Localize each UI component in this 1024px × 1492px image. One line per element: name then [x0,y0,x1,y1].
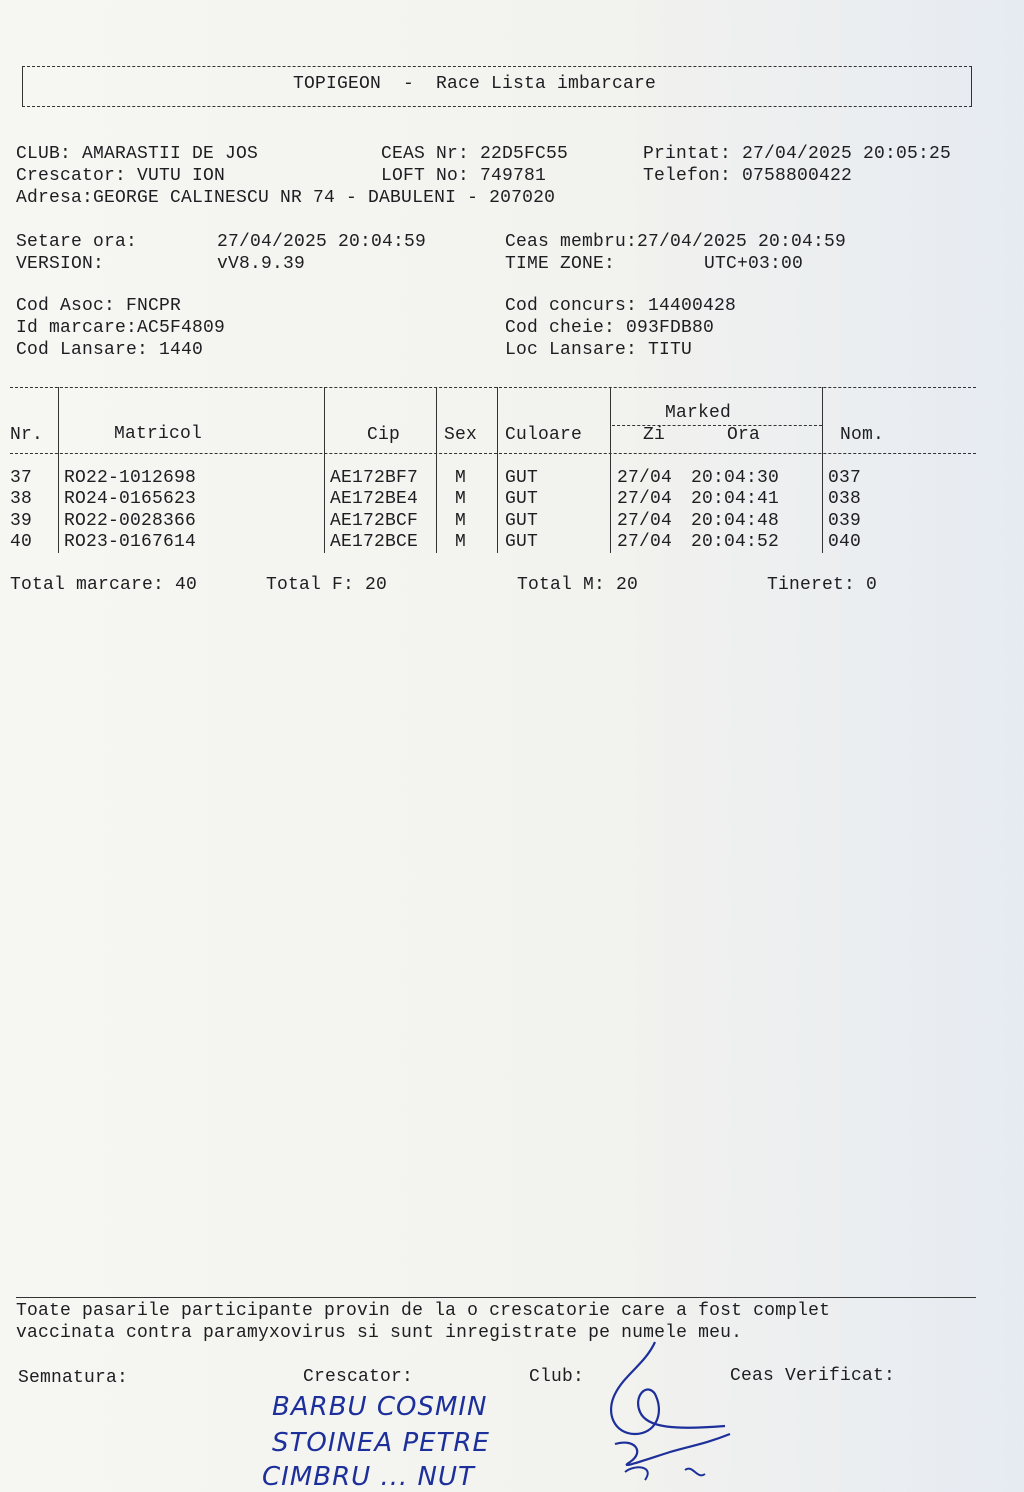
setare-ora-value: 27/04/2025 20:04:59 [217,232,427,252]
vaccination-statement-line-2: vaccinata contra paramyxovirus si sunt inregistrate pe numele meu. [16,1323,743,1343]
club-label: Club: [529,1367,585,1387]
cell-ora: 20:04:30 [691,468,780,488]
version-label: VERSION: [16,254,105,274]
handwritten-name-3: CIMBRU ... NUT [262,1462,475,1492]
time-zone-label: TIME ZONE: [505,254,616,274]
cell-nr: 38 [10,489,33,509]
cell-culoare: GUT [505,532,539,552]
cell-sex: M [455,511,467,531]
cell-cip: AE172BCE [330,532,419,552]
printed-datetime: Printat: 27/04/2025 20:05:25 [643,144,952,164]
col-sep-6 [822,387,823,553]
cell-cip: AE172BF7 [330,468,419,488]
header-matricol: Matricol [114,424,203,444]
signature-label: Semnatura: [18,1368,129,1388]
table-header-bottom-border [10,453,976,454]
cell-sex: M [455,468,467,488]
cell-nom: 038 [828,489,862,509]
header-right-border [971,66,972,106]
cell-nom: 037 [828,468,862,488]
cell-zi: 27/04 [617,468,673,488]
tineret: Tineret: 0 [767,575,878,595]
header-top-border [22,66,972,67]
cell-ora: 20:04:41 [691,489,780,509]
version-value: vV8.9.39 [217,254,306,274]
cell-nom: 039 [828,511,862,531]
cell-culoare: GUT [505,511,539,531]
id-marcare: Id marcare:AC5F4809 [16,318,226,338]
time-zone-value: UTC+03:00 [704,254,804,274]
col-sep-5 [610,387,611,553]
cell-sex: M [455,532,467,552]
total-m: Total M: 20 [517,575,639,595]
col-sep-2 [324,387,325,553]
table-top-border [10,387,976,388]
header-bottom-border [22,106,972,107]
cell-culoare: GUT [505,489,539,509]
breeder-name: Crescator: VUTU ION [16,166,226,186]
cell-sex: M [455,489,467,509]
header-left-border [22,66,23,106]
header-culoare: Culoare [505,425,583,445]
cod-cheie: Cod cheie: 093FDB80 [505,318,715,338]
col-sep-1 [58,387,59,553]
vaccination-statement-line-1: Toate pasarile participante provin de la o crescatorie care a fost complet [16,1301,831,1321]
cell-cip: AE172BE4 [330,489,419,509]
cell-cip: AE172BCF [330,511,419,531]
total-marcare: Total marcare: 40 [10,575,198,595]
club-name: CLUB: AMARASTII DE JOS [16,144,259,164]
header-cip: Cip [367,425,401,445]
cell-matricol: RO22-0028366 [64,511,197,531]
member-clock: Ceas membru:27/04/2025 20:04:59 [505,232,847,252]
col-sep-4 [497,387,498,553]
clock-number: CEAS Nr: 22D5FC55 [381,144,569,164]
cell-matricol: RO22-1012698 [64,468,197,488]
cell-nr: 40 [10,532,33,552]
cell-matricol: RO24-0165623 [64,489,197,509]
setare-ora-label: Setare ora: [16,232,138,252]
handwritten-name-1: BARBU COSMIN [272,1392,488,1422]
footer-divider [16,1297,976,1298]
header-zi: Zi [643,425,666,445]
header-sex: Sex [444,425,478,445]
header-marked: Marked [665,403,732,423]
cell-ora: 20:04:48 [691,511,780,531]
signature-scrawl-icon [585,1334,745,1484]
cod-asoc: Cod Asoc: FNCPR [16,296,182,316]
header-nom: Nom. [840,425,885,445]
document-title: TOPIGEON - Race Lista imbarcare [293,74,657,94]
handwritten-name-2: STOINEA PETRE [272,1428,490,1458]
phone-number: Telefon: 0758800422 [643,166,853,186]
cell-zi: 27/04 [617,489,673,509]
cell-culoare: GUT [505,468,539,488]
cell-ora: 20:04:52 [691,532,780,552]
cell-zi: 27/04 [617,511,673,531]
breeder-address: Adresa:GEORGE CALINESCU NR 74 - DABULENI - 207020 [16,188,556,208]
cell-zi: 27/04 [617,532,673,552]
header-ora: Ora [727,425,761,445]
cod-concurs: Cod concurs: 14400428 [505,296,737,316]
clock-verified-label: Ceas Verificat: [730,1366,896,1386]
cell-matricol: RO23-0167614 [64,532,197,552]
marked-subheader-line [612,425,822,426]
cell-nom: 040 [828,532,862,552]
cod-lansare: Cod Lansare: 1440 [16,340,204,360]
cell-nr: 39 [10,511,33,531]
total-f: Total F: 20 [266,575,388,595]
loc-lansare: Loc Lansare: TITU [505,340,693,360]
header-nr: Nr. [10,425,44,445]
col-sep-3 [436,387,437,553]
cell-nr: 37 [10,468,33,488]
loft-number: LOFT No: 749781 [381,166,547,186]
breeder-label: Crescator: [303,1367,414,1387]
